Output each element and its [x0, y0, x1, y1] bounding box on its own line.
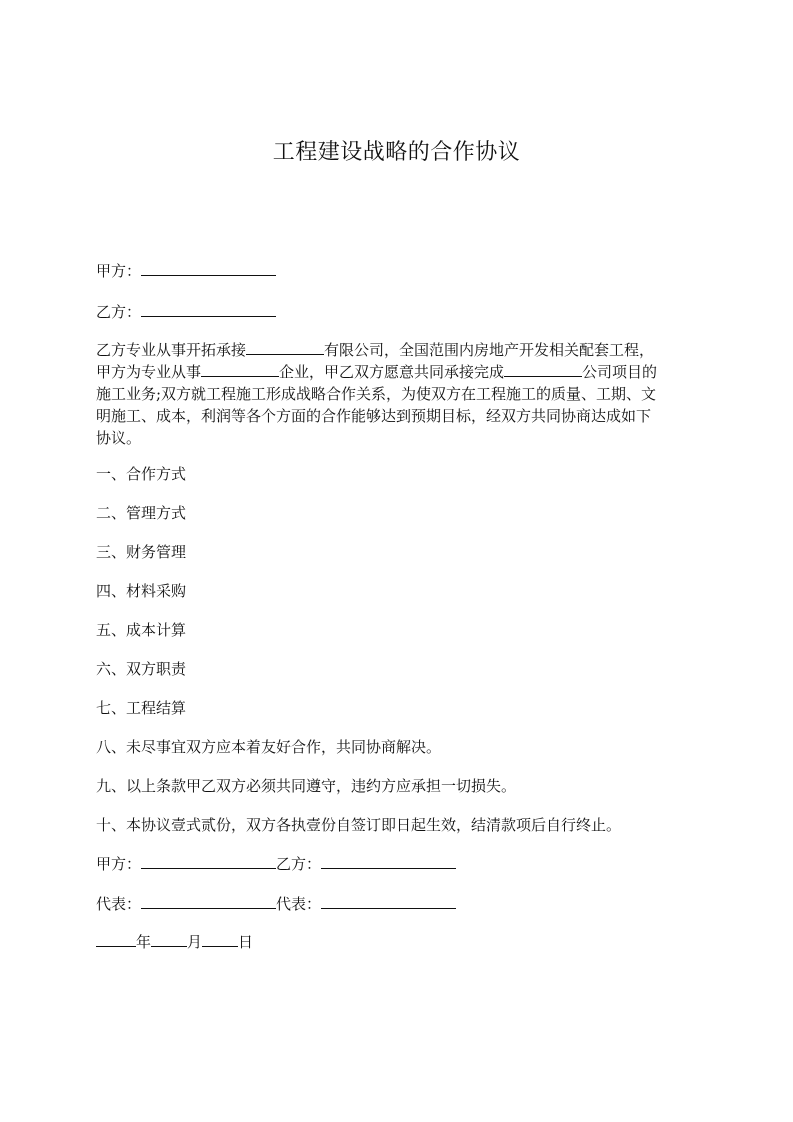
party-b-blank — [141, 301, 276, 317]
business-blank — [201, 361, 279, 377]
rep-a-blank — [141, 893, 276, 909]
signature-reps-line — [96, 893, 456, 915]
month-blank — [151, 931, 187, 947]
clause-7: 七、工程结算 — [96, 699, 187, 717]
year-label: 年 — [136, 933, 152, 951]
clause-1: 一、合作方式 — [96, 465, 187, 483]
intro-text: 乙方专业从事开拓承接 — [96, 341, 247, 359]
year-blank — [96, 931, 136, 947]
clause-5: 五、成本计算 — [96, 621, 187, 639]
intro-line-1 — [96, 339, 696, 361]
month-label: 月 — [187, 933, 203, 951]
clause-4: 四、材料采购 — [96, 582, 187, 600]
party-b-line — [96, 301, 276, 323]
clause-10: 十、本协议壹式贰份，双方各执壹份自签订即日起生效，结清款项后自行终止。 — [96, 816, 622, 834]
intro-line-4: 明施工、成本，利润等各个方面的合作能够达到预期目标，经双方共同协商达成如下 — [96, 407, 652, 425]
company-blank — [246, 339, 324, 355]
clause-3: 三、财务管理 — [96, 543, 187, 561]
clause-8: 八、未尽事宜双方应本着友好合作，共同协商解决。 — [96, 738, 442, 756]
sign-party-a-label: 甲方： — [96, 855, 142, 873]
day-label: 日 — [238, 933, 254, 951]
rep-b-label: 代表： — [276, 895, 322, 913]
party-b-label: 乙方： — [96, 303, 142, 321]
clause-2: 二、管理方式 — [96, 504, 187, 522]
sign-party-b-label: 乙方： — [276, 855, 322, 873]
document-title: 工程建设战略的合作协议 — [272, 140, 521, 165]
party-a-label: 甲方： — [96, 262, 142, 280]
sign-party-a-blank — [141, 853, 276, 869]
project-company-blank — [504, 361, 582, 377]
intro-text: 企业，甲乙双方愿意共同承接完成 — [279, 363, 505, 381]
rep-b-blank — [321, 893, 456, 909]
intro-paragraph — [96, 339, 696, 449]
clause-6: 六、双方职责 — [96, 660, 187, 678]
day-blank — [202, 931, 238, 947]
intro-line-2 — [96, 361, 696, 383]
intro-text: 有限公司，全国范围内房地产开发相关配套工程， — [324, 341, 655, 359]
signature-parties-line — [96, 853, 456, 875]
clause-9: 九、以上条款甲乙双方必须共同遵守，违约方应承担一切损失。 — [96, 777, 517, 795]
intro-text: 甲方为专业从事 — [96, 363, 202, 381]
rep-a-label: 代表： — [96, 895, 142, 913]
intro-text: 公司项目的 — [582, 363, 658, 381]
intro-line-3: 施工业务;双方就工程施工形成战略合作关系，为使双方在工程施工的质量、工期、文 — [96, 385, 657, 403]
party-a-blank — [141, 260, 276, 276]
date-line — [96, 931, 253, 953]
intro-line-5: 协议。 — [96, 429, 142, 447]
party-a-line — [96, 260, 276, 282]
sign-party-b-blank — [321, 853, 456, 869]
